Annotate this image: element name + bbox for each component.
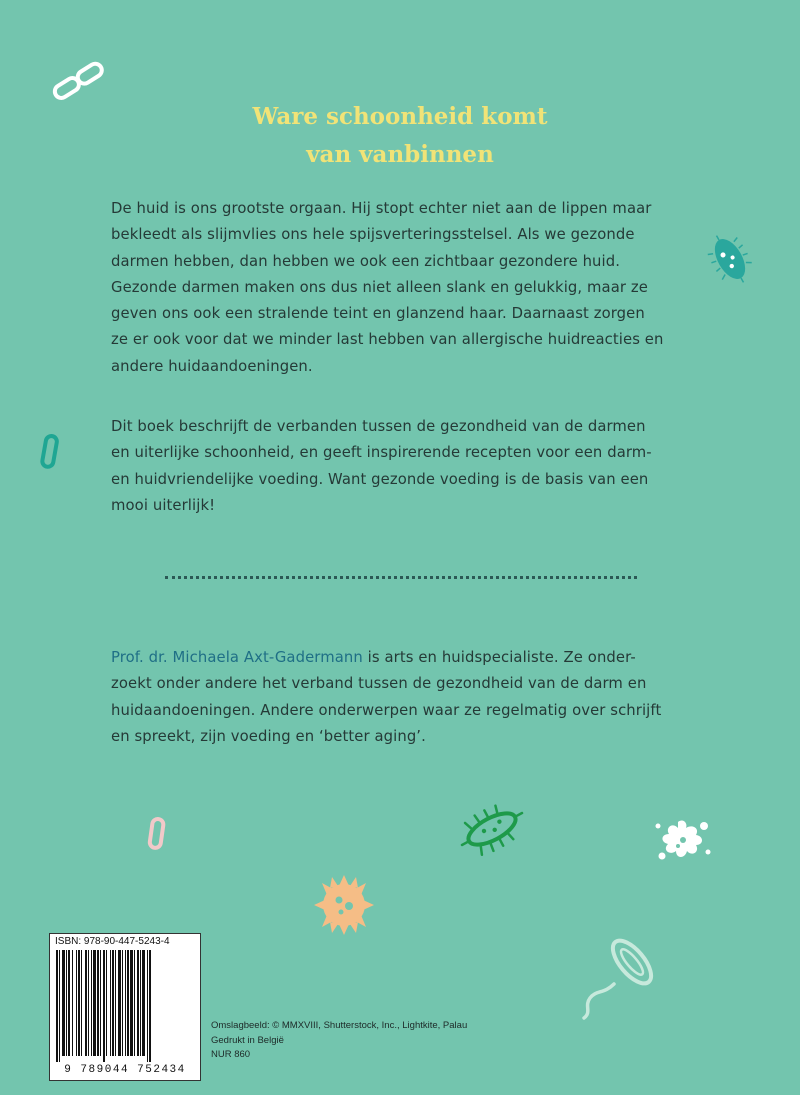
- author-bio: [111, 645, 706, 750]
- printed-in: Gedrukt in België: [211, 1034, 284, 1046]
- isbn-label: ISBN: 978-90-447-5243-4: [55, 936, 170, 947]
- capsule-bacteria-icon: [38, 432, 62, 472]
- credits: [211, 1019, 467, 1063]
- white-splat-germ-icon: [650, 812, 714, 868]
- flagellate-bacterium-icon: [570, 932, 666, 1022]
- barcode-box: [49, 933, 201, 1081]
- author-bio-text: is arts en huidspecialiste. Ze onder-: [362, 649, 636, 666]
- author-name: Prof. dr. Michaela Axt-Gadermann: [111, 649, 363, 666]
- paragraph-line: Gezonde darmen maken ons dus niet alleen slank en gelukkig, maar ze: [111, 278, 648, 296]
- paragraph-line: en uiterlijke schoonheid, en geeft inspirerende recepten voor een darm-: [111, 444, 652, 462]
- paragraph-line: darmen hebben, dan hebben we ook een zichtbaar gezondere huid.: [111, 252, 621, 270]
- orange-virus-icon: [306, 869, 382, 941]
- paramecium-icon: [704, 228, 756, 290]
- paragraph-line: andere huidaandoeningen.: [111, 357, 313, 375]
- book-description-paragraph: [111, 414, 706, 519]
- dotted-divider: [165, 576, 637, 579]
- paragraph-line: ze er ook voor dat we minder last hebben van allergische huidreacties en: [111, 331, 664, 349]
- paragraph-line: Dit boek beschrijft de verbanden tussen de gezondheid van de darmen: [111, 418, 646, 435]
- nur-code: NUR 860: [211, 1049, 251, 1060]
- paragraph-line: mooi uiterlijk!: [111, 496, 216, 514]
- author-bio-line-1: [111, 645, 706, 671]
- image-credit: Omslagbeeld: © MMXVIII, Shutterstock, Inc., Lightkite, Palau: [211, 1020, 468, 1031]
- paragraph-line: huidaandoeningen. Andere onderwerpen waar ze regelmatig over schrijft: [111, 701, 662, 719]
- barcode-icon: [54, 950, 196, 1062]
- chain-bacteria-icon: [48, 58, 110, 104]
- green-bacterium-icon: [454, 800, 530, 858]
- paragraph-line: zoekt onder andere het verband tussen de gezondheid van de darm en: [111, 675, 647, 693]
- headline-line-2: van vanbinnen: [306, 141, 494, 168]
- paragraph-line: geven ons ook een stralende teint en glanzend haar. Daarnaast zorgen: [111, 305, 645, 323]
- paragraph-line: bekleedt als slijmvlies ons hele spijsverteringsstelsel. Als we gezonde: [111, 226, 635, 244]
- paragraph-line: De huid is ons grootste orgaan. Hij stopt echter niet aan de lippen maar: [111, 200, 652, 217]
- intro-paragraph: [111, 196, 706, 380]
- headline-line-1: Ware schoonheid komt: [252, 103, 548, 130]
- headline: [0, 98, 800, 174]
- barcode-digits: 9 789044 752434: [64, 1064, 186, 1076]
- paragraph-line: en spreekt, zijn voeding en ‘better aging’.: [111, 727, 426, 745]
- pink-capsule-icon: [146, 816, 168, 852]
- paragraph-line: en huidvriendelijke voeding. Want gezonde voeding is de basis van een: [111, 470, 649, 488]
